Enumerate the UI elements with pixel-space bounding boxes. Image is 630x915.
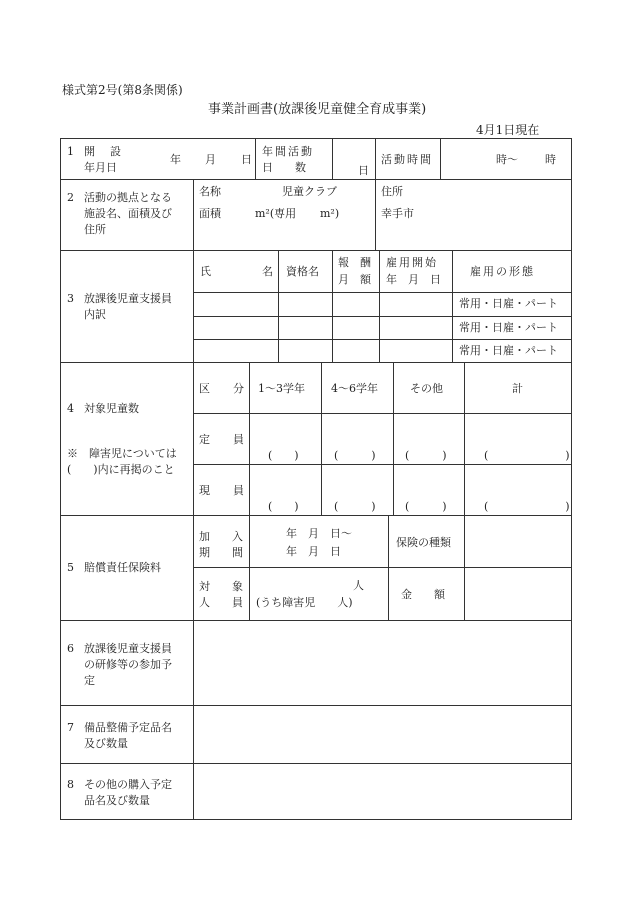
- insured-disabled-persons: (うち障害児 人): [256, 596, 353, 609]
- as-of-date: 4月1日現在: [476, 123, 540, 137]
- period-label-line2: 期 間: [199, 546, 243, 559]
- row4-note-line2: ( )内に再掲のこと: [67, 463, 175, 476]
- row7-number: 7: [67, 721, 74, 734]
- row1-number: 1: [67, 145, 74, 158]
- employment-type-3: 常用・日雇・パート: [459, 344, 558, 357]
- current-total-disabled: ( ): [484, 500, 570, 513]
- col-kubun-b: 分: [233, 382, 244, 395]
- row3-label-line2: 内訳: [84, 308, 106, 321]
- row8-label-line2: 品名及び数量: [84, 794, 150, 807]
- row1-label-line1: 開 設: [84, 145, 123, 158]
- row1-day-unit: 日: [241, 153, 252, 166]
- employment-type-1: 常用・日雇・パート: [459, 297, 558, 310]
- row8-label-line1: その他の購入予定: [84, 778, 172, 791]
- col-employment: 雇用の形態: [470, 265, 535, 278]
- row-current-a: 現: [199, 484, 210, 497]
- row2-label-line1: 活動の拠点となる: [84, 191, 172, 204]
- col-pay-line2: 月 額: [338, 273, 371, 286]
- document-title: 事業計画書(放課後児童健全育成事業): [208, 102, 427, 117]
- row-current-b: 員: [233, 484, 244, 497]
- current-g1-3-disabled: ( ): [268, 500, 299, 513]
- period-to: 年 月 日: [286, 545, 341, 558]
- form-number: 様式第2号(第8条関係): [62, 83, 183, 97]
- row5-label: 賠償責任保険料: [84, 561, 161, 574]
- row1-hours-from: 時〜: [496, 153, 518, 166]
- row2-label-line3: 住所: [84, 223, 106, 236]
- capacity-g1-3-disabled: ( ): [268, 449, 299, 462]
- insured-label-line2: 人 員: [199, 596, 243, 609]
- period-from: 年 月 日〜: [286, 527, 352, 540]
- area-unit: m²(専用: [255, 207, 297, 220]
- row7-label-line1: 備品整備予定品名: [84, 721, 172, 734]
- row1-month-unit: 月: [205, 153, 216, 166]
- area-unit-dedicated: m²): [320, 207, 340, 220]
- row8-number: 8: [67, 778, 74, 791]
- row1-days-label-line1: 年間活動: [262, 145, 314, 158]
- employment-type-2: 常用・日雇・パート: [459, 321, 558, 334]
- row6-number: 6: [67, 642, 74, 655]
- col-start-line2: 年 月 日: [386, 273, 441, 286]
- address-value: 幸手市: [381, 207, 414, 220]
- facility-name-label: 名称: [199, 185, 221, 198]
- address-label: 住所: [381, 185, 403, 198]
- col-qualification: 資格名: [286, 265, 319, 278]
- row4-number: 4: [67, 402, 74, 415]
- capacity-other-disabled: ( ): [405, 449, 447, 462]
- row1-hours-to: 時: [545, 153, 556, 166]
- row4-label: 対象児童数: [84, 402, 139, 415]
- row6-label-line3: 定: [84, 674, 95, 687]
- amount-label: 金 額: [401, 588, 445, 601]
- period-label-line1: 加 入: [199, 530, 243, 543]
- col-kubun-a: 区: [199, 382, 210, 395]
- capacity-g4-6-disabled: ( ): [334, 449, 376, 462]
- row-capacity-a: 定: [199, 433, 210, 446]
- col-pay-line1: 報 酬: [338, 256, 371, 269]
- row6-label-line1: 放課後児童支援員: [84, 642, 172, 655]
- table-border: [60, 138, 572, 820]
- col-start-line1: 雇用開始: [386, 256, 438, 269]
- row1-label-line2: 年月日: [84, 161, 117, 174]
- col-total: 計: [512, 382, 523, 395]
- club-name: 児童クラブ: [282, 185, 337, 198]
- area-label: 面積: [199, 207, 221, 220]
- insured-persons-unit: 人: [353, 579, 364, 592]
- insured-label-line1: 対 象: [199, 580, 243, 593]
- row-capacity-b: 員: [233, 433, 244, 446]
- col-grade-1-3: 1〜3学年: [258, 382, 305, 395]
- row1-year-unit: 年: [170, 153, 181, 166]
- row7-label-line2: 及び数量: [84, 737, 128, 750]
- current-other-disabled: ( ): [405, 500, 447, 513]
- col-name-b: 名: [262, 265, 273, 278]
- row2-number: 2: [67, 191, 74, 204]
- row6-label-line2: の研修等の参加予: [84, 658, 172, 671]
- col-name-a: 氏: [200, 265, 211, 278]
- row3-number: 3: [67, 292, 74, 305]
- capacity-total-disabled: ( ): [484, 449, 570, 462]
- col-other: その他: [410, 382, 443, 395]
- row1-days-unit: 日: [358, 164, 369, 177]
- row1-hours-label: 活動時間: [381, 153, 433, 166]
- insurance-type-label: 保険の種類: [396, 536, 451, 549]
- row4-note-line1: ※ 障害児については: [67, 447, 177, 460]
- row2-label-line2: 施設名、面積及び: [84, 207, 172, 220]
- row3-label-line1: 放課後児童支援員: [84, 292, 172, 305]
- current-g4-6-disabled: ( ): [334, 500, 376, 513]
- row1-days-label-line2: 日 数: [262, 161, 306, 174]
- col-grade-4-6: 4〜6学年: [331, 382, 378, 395]
- row5-number: 5: [67, 561, 74, 574]
